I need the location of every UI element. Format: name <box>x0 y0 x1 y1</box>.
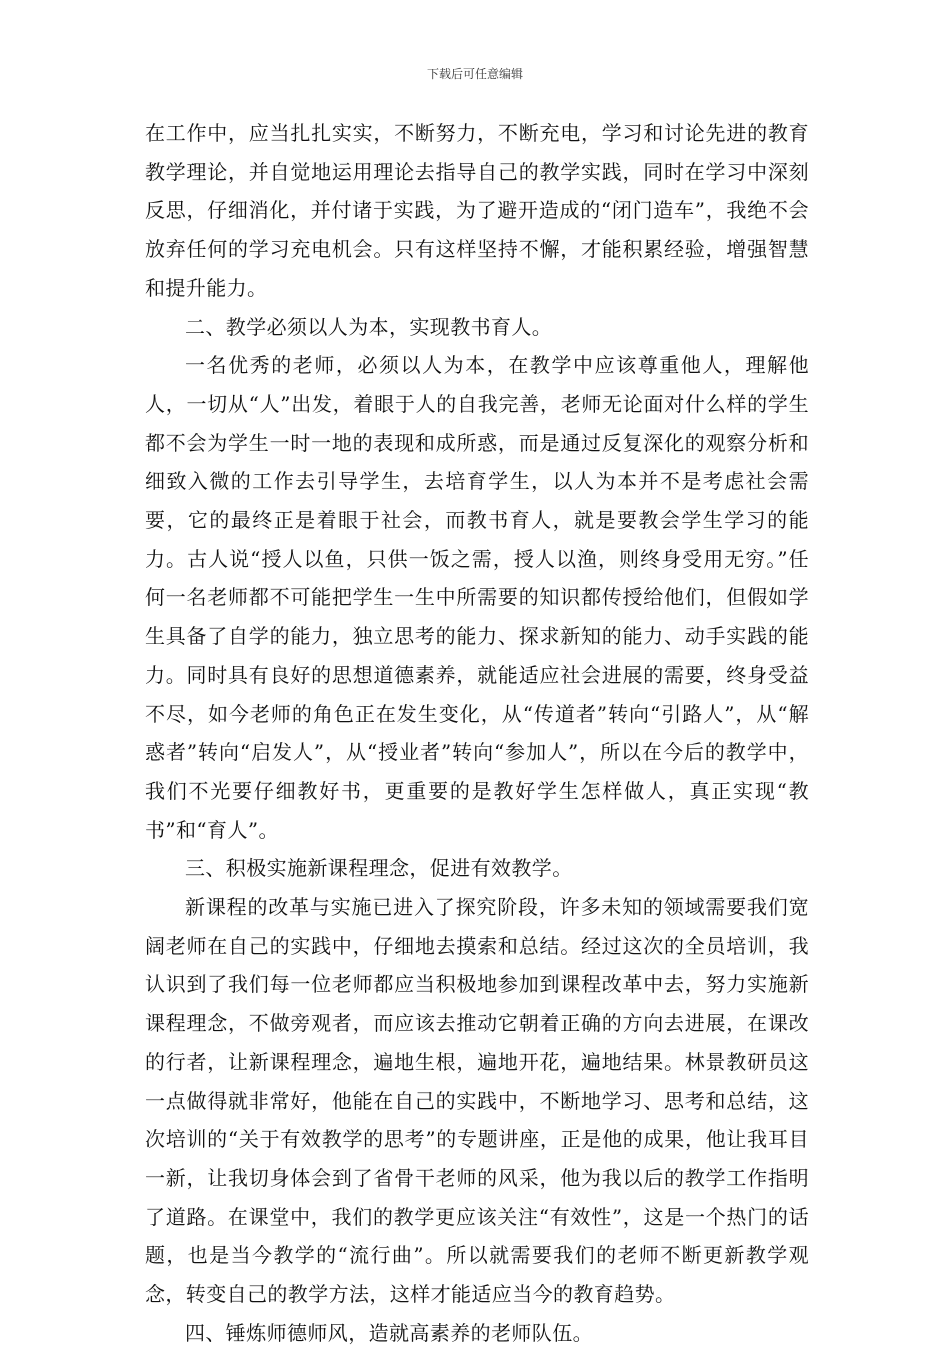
paragraph-body: 一名优秀的老师，必须以人为本，在教学中应该尊重他人，理解他人，一切从“人”出发，着眼于人的自我完善，老师无论面对什么样的学生都不会为学生一时一地的表现和成所惑，而是通过反复深化的观察分析和细致入微的工作去引导学生，去培育学生，以人为本并不是考虑社会需要，它的最终正是着眼于社会，而教书育人，就是要教会学生学习的能力。古人说“授人以鱼，只供一饭之需，授人以渔，则终身受用无穷。”任何一名老师都不可能把学生一生中所需要的知识都传授给他们，但假如学生具备了自学的能力，独立思考的能力、探求新知的能力、动手实践的能力。同时具有良好的思想道德素养，就能适应社会进展的需要，终身受益不尽，如今老师的角色正在发生变化，从“传道者”转向“引路人”，从“解惑者”转向“启发人”，从“授业者”转向“参加人”，所以在今后的教学中，我们不光要仔细教好书，更重要的是教好学生怎样做人，真正实现“教书”和“育人”。 <box>145 353 809 842</box>
paragraph-continuation: 在工作中，应当扎扎实实，不断努力，不断充电，学习和讨论先进的教育教学理论，并自觉地运用理论去指导自己的教学实践，同时在学习中深刻反思，仔细消化，并付诸于实践，为了避开造成的“闭门造车”，我绝不会放弃任何的学习充电机会。只有这样坚持不懈，才能积累经验，增强智慧和提升能力。 <box>145 121 809 300</box>
section-heading-2: 二、教学必须以人为本，实现教书育人。 <box>185 314 553 339</box>
section-heading-3: 三、积极实施新课程理念，促进有效教学。 <box>185 856 573 881</box>
paragraph-body: 新课程的改革与实施已进入了探究阶段，许多未知的领域需要我们宽阔老师在自己的实践中，仔细地去摸索和总结。经过这次的全员培训，我认识到了我们每一位老师都应当积极地参加到课程改革中去，努力实施新课程理念，不做旁观者，而应该去推动它朝着正确的方向去进展，在课改的行者，让新课程理念，遍地生根，遍地开花，遍地结果。林景教研员这一点做得就非常好，他能在自己的实践中，不断地学习、思考和总结，这次培训的“关于有效教学的思考”的专题讲座，正是他的成果，他让我耳目一新，让我切身体会到了省骨干老师的风采，他为我以后的教学工作指明了道路。在课堂中，我们的教学更应该关注“有效性”，这是一个热门的话题，也是当今教学的“流行曲”。所以就需要我们的老师不断更新教学观念，转变自己的教学方法，这样才能适应当今的教育趋势。 <box>145 895 809 1307</box>
section-heading-4: 四、锤炼师德师风，造就高素养的老师队伍。 <box>185 1320 593 1345</box>
page-header: 下载后可任意编辑 <box>426 67 523 81</box>
document-body <box>145 114 809 1353</box>
